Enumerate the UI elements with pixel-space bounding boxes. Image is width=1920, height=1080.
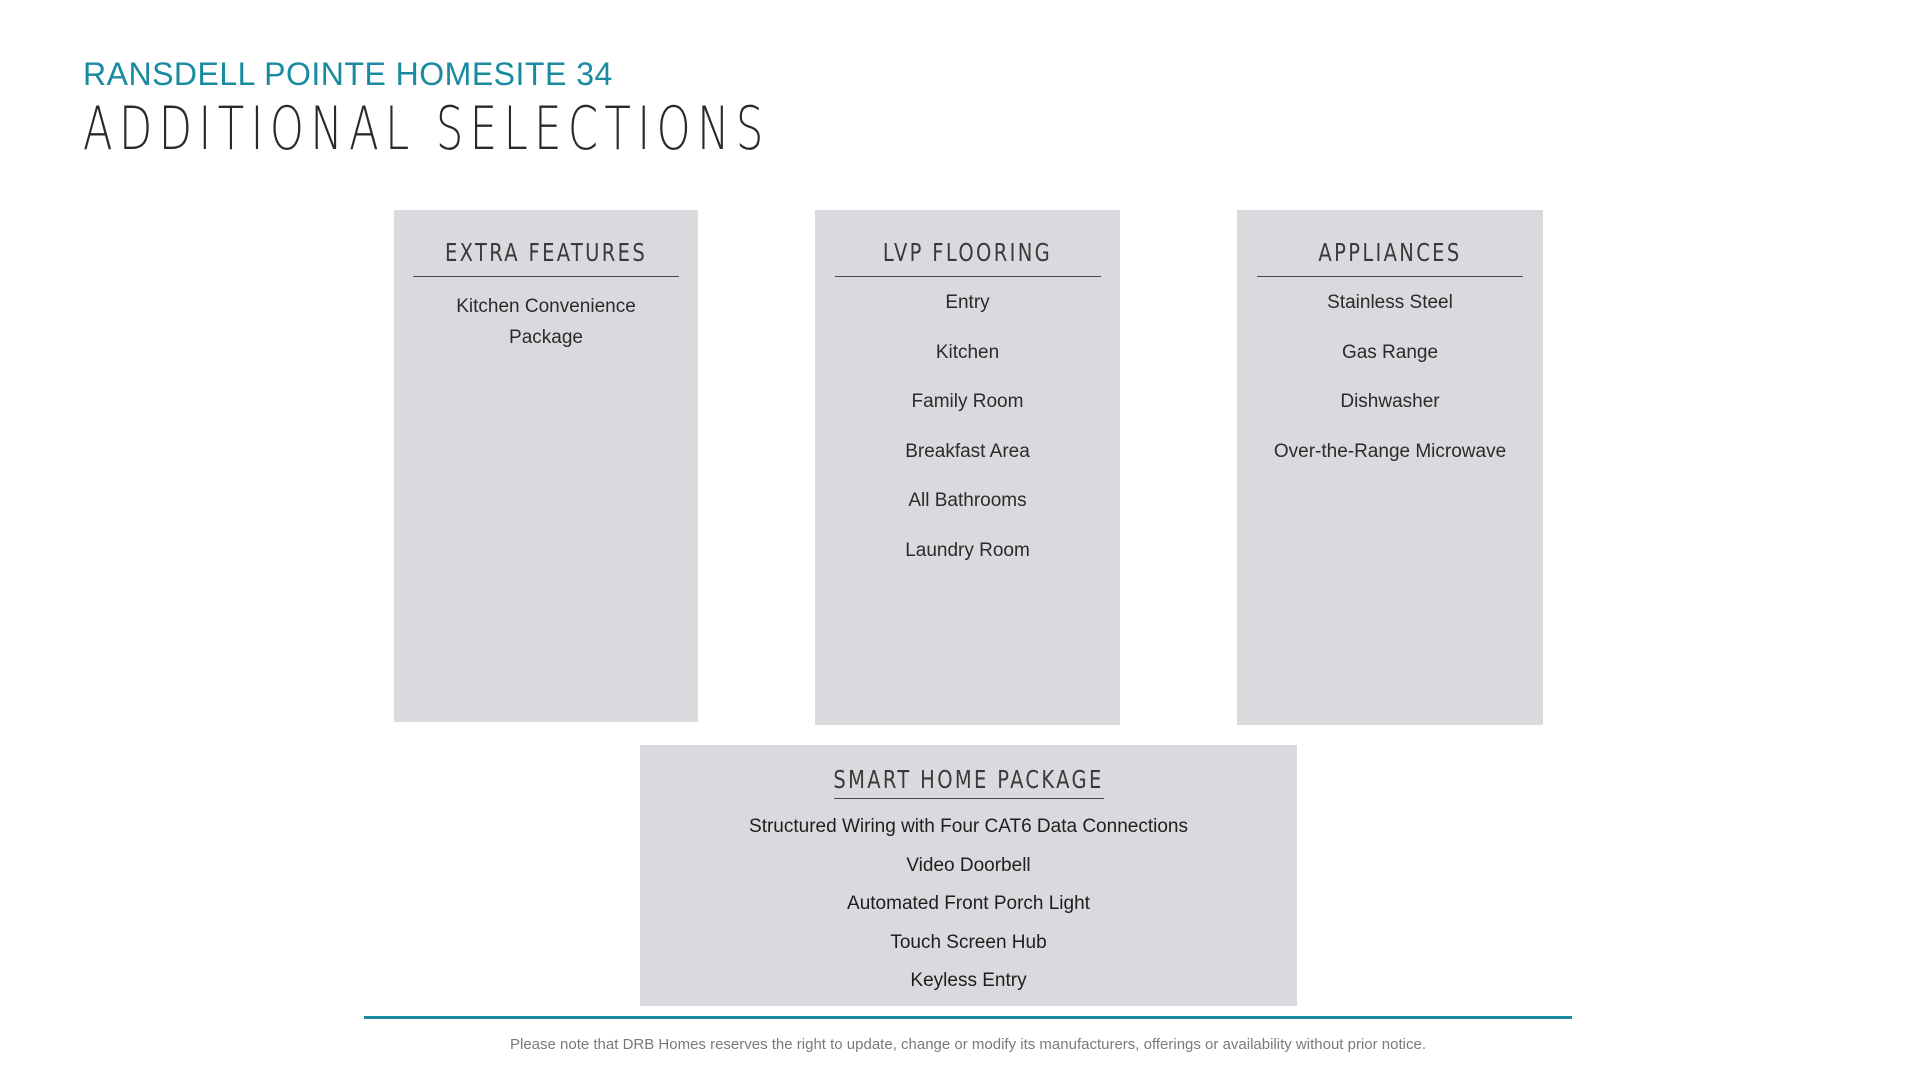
heading-divider	[1257, 276, 1523, 277]
list-item: Family Room	[911, 391, 1024, 412]
list-item: Gas Range	[1341, 341, 1439, 363]
list-item: Keyless Entry	[910, 970, 1027, 991]
panel-heading: LVP FLOORING	[882, 238, 1053, 267]
disclaimer-text: Please note that DRB Homes reserves the right to update, change or modify its manufacturers, offerings or availability without prior notice.	[509, 1036, 1426, 1053]
list-item: Breakfast Area	[905, 440, 1030, 462]
heading-divider	[413, 276, 679, 277]
panel-heading: EXTRA FEATURES	[444, 238, 648, 267]
heading-divider	[835, 276, 1101, 277]
list-item: Laundry Room	[905, 539, 1030, 561]
appliances-panel	[1237, 210, 1543, 725]
lvp-flooring-panel	[815, 210, 1120, 725]
flooring-list	[815, 291, 1120, 563]
smart-home-panel	[640, 745, 1297, 1006]
list-item: Kitchen	[935, 341, 1000, 363]
footer-divider	[364, 1016, 1572, 1019]
heading-divider	[834, 798, 1104, 799]
list-item: Over-the-Range Microwave	[1273, 440, 1507, 462]
appliance-list	[1237, 291, 1543, 464]
list-item: All Bathrooms	[908, 490, 1027, 511]
panel-heading: SMART HOME PACKAGE	[833, 765, 1104, 794]
list-item: Structured Wiring with Four CAT6 Data Connections	[749, 816, 1188, 837]
list-item: Stainless Steel	[1327, 292, 1453, 313]
page-title: ADDITIONAL SELECTIONS	[83, 94, 770, 164]
community-homesite-label: RANSDELL POINTE HOMESITE 34	[83, 56, 613, 92]
extra-features-panel	[394, 210, 698, 722]
list-item: Automated Front Porch Light	[847, 893, 1090, 914]
smart-home-list	[640, 814, 1297, 994]
panel-heading: APPLIANCES	[1318, 238, 1462, 267]
list-item: Touch Screen Hub	[890, 931, 1047, 953]
list-item: Kitchen Convenience Package	[456, 296, 636, 348]
feature-list	[394, 291, 698, 353]
list-item: Entry	[945, 292, 990, 313]
list-item: Video Doorbell	[906, 854, 1031, 876]
list-item: Dishwasher	[1340, 391, 1440, 412]
